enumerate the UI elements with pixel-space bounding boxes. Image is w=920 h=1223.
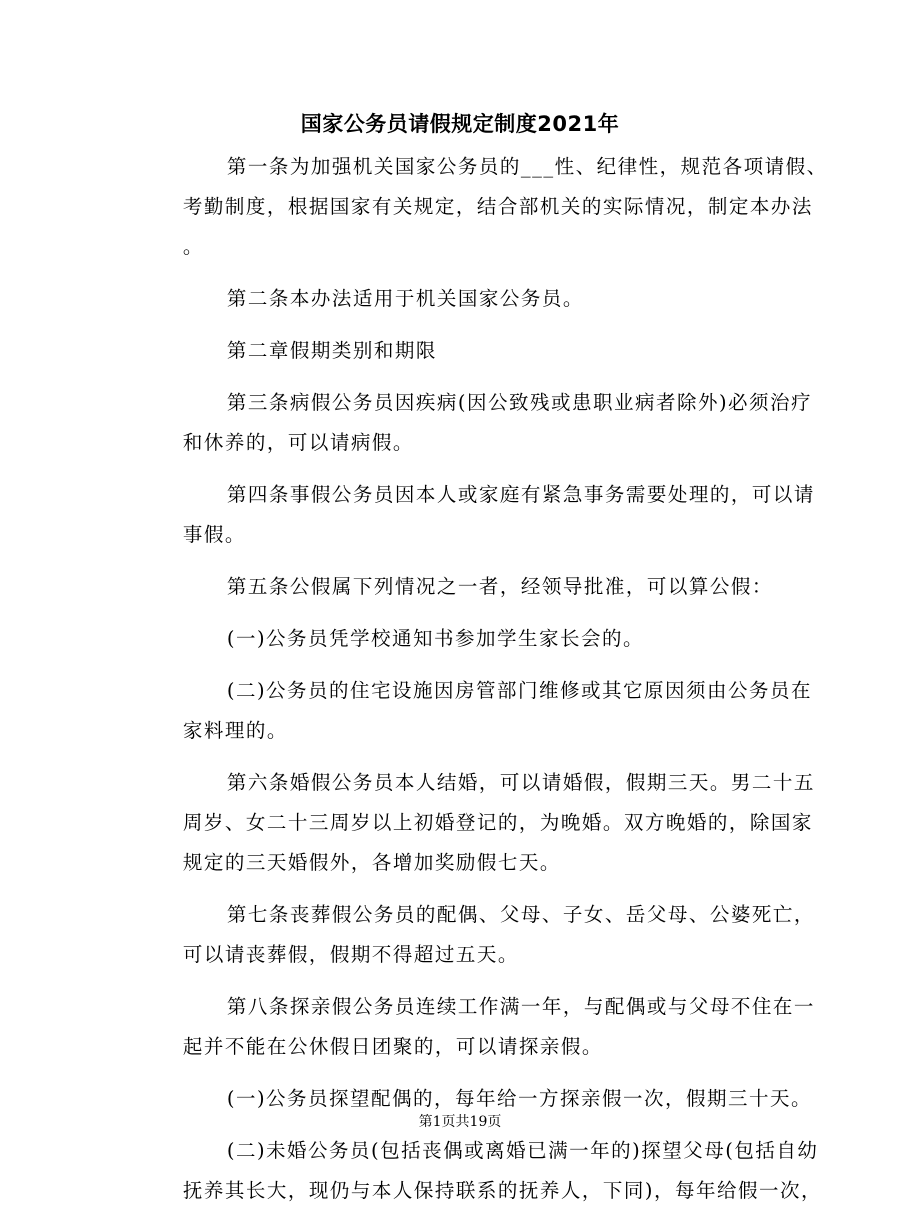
paragraph-article-8 xyxy=(138,987,815,1067)
document-body xyxy=(138,147,828,1223)
paragraph-line: 第七条丧葬假公务员的配偶、父母、子女、岳父母、公婆死亡， xyxy=(226,903,815,926)
paragraph-line: 和休养的，可以请病假。 xyxy=(182,431,414,454)
paragraph-article-5 xyxy=(138,567,788,607)
paragraph-item xyxy=(138,1131,822,1211)
paragraph-article-1 xyxy=(138,147,828,267)
paragraph-article-2 xyxy=(138,279,788,319)
paragraph-line: (一)公务员凭学校通知书参加学生家长会的。 xyxy=(226,627,645,650)
paragraph-line: 抚养其长大，现仍与本人保持联系的抚养人，下同)，每年给假一次， xyxy=(182,1179,822,1202)
document-title: 国家公务员请假规定制度2021年 xyxy=(300,112,620,136)
paragraph-article-3 xyxy=(138,383,813,463)
chapter-heading xyxy=(138,331,788,371)
paragraph-line: 第六条婚假公务员本人结婚，可以请婚假，假期三天。男二十五 xyxy=(226,771,815,794)
paragraph-line: 第八条探亲假公务员连续工作满一年，与配偶或与父母不住在一 xyxy=(226,995,815,1018)
paragraph-line: 第二条本办法适用于机关国家公务员。 xyxy=(226,287,584,310)
paragraph-line: (一)公务员探望配偶的，每年给一方探亲假一次，假期三十天。 xyxy=(226,1087,813,1110)
paragraph-item xyxy=(138,671,813,751)
paragraph-line: 规定的三天婚假外，各增加奖励假七天。 xyxy=(182,851,561,874)
paragraph-line: 起并不能在公休假日团聚的，可以请探亲假。 xyxy=(182,1035,603,1058)
paragraph-article-4 xyxy=(138,475,815,555)
paragraph-line: 第三条病假公务员因疾病(因公致残或患职业病者除外)必须治疗 xyxy=(226,391,813,414)
paragraph-line: 可以请丧葬假，假期不得超过五天。 xyxy=(182,943,519,966)
paragraph-line: (二)未婚公务员(包括丧偶或离婚已满一年的)探望父母(包括自幼 xyxy=(226,1139,819,1162)
paragraph-line: 第五条公假属下列情况之一者，经领导批准，可以算公假： xyxy=(226,575,773,598)
paragraph-line: 第一条为加强机关国家公务员的___性、纪律性，规范各项请假、 xyxy=(226,155,828,178)
paragraph-line: 考勤制度，根据国家有关规定，结合部机关的实际情况，制定本办法 xyxy=(182,195,813,218)
page-footer: 第1页共19页 xyxy=(418,1114,502,1130)
paragraph-item xyxy=(138,619,788,659)
paragraph-line: (二)公务员的住宅设施因房管部门维修或其它原因须由公务员在 xyxy=(226,679,813,702)
paragraph-line: 事假。 xyxy=(182,523,246,546)
paragraph-line: 第二章假期类别和期限 xyxy=(226,339,437,362)
paragraph-line: 周岁、女二十三周岁以上初婚登记的，为晚婚。双方晚婚的，除国家 xyxy=(182,811,813,834)
paragraph-article-7 xyxy=(138,895,815,975)
paragraph-article-6 xyxy=(138,763,815,883)
paragraph-line: 家料理的。 xyxy=(182,719,288,742)
paragraph-line: 。 xyxy=(182,235,204,258)
paragraph-line: 第四条事假公务员因本人或家庭有紧急事务需要处理的，可以请 xyxy=(226,483,815,506)
